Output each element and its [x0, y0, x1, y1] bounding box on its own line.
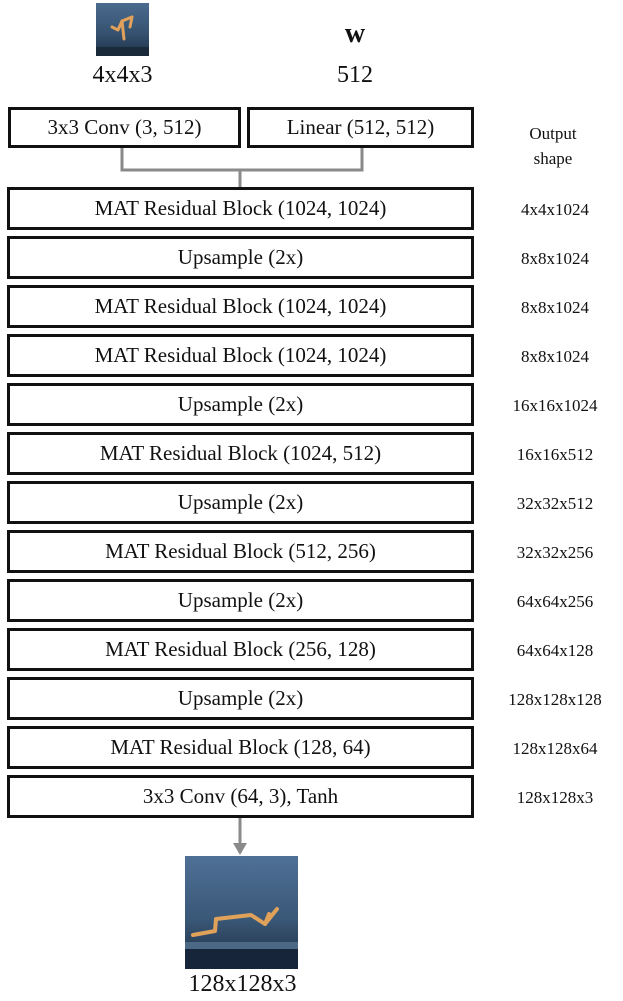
layer-13-output-shape: 128x128x3	[516, 788, 594, 807]
merge-connector	[122, 148, 362, 170]
layer-10-output-shape: 64x64x128	[516, 641, 594, 660]
layer-9	[7, 579, 474, 622]
latent-w-dim: 512	[337, 62, 373, 88]
layer-11	[7, 677, 474, 720]
layer-5-output-shape: 16x16x1024	[512, 396, 598, 415]
layer-2	[7, 236, 474, 279]
output-shape-header-line2: shape	[533, 149, 573, 168]
conv-input-layer-label: 3x3 Conv (3, 512)	[47, 115, 202, 139]
layer-5	[7, 383, 474, 426]
layer-3	[7, 285, 474, 328]
layer-10	[7, 628, 474, 671]
output-image-thumbnail	[185, 856, 298, 969]
layer-6-output-shape: 16x16x512	[516, 445, 594, 464]
layer-12	[7, 726, 474, 769]
layer-6-label: MAT Residual Block (1024, 512)	[99, 441, 382, 465]
layer-7	[7, 481, 474, 524]
layer-12-label: MAT Residual Block (128, 64)	[110, 735, 371, 759]
layer-13-label: 3x3 Conv (64, 3), Tanh	[142, 784, 339, 808]
layer-7-label: Upsample (2x)	[177, 490, 304, 514]
output-shape-header-line1: Output	[529, 124, 577, 143]
output-arrowhead	[233, 843, 247, 855]
layer-13	[7, 775, 474, 818]
layer-9-label: Upsample (2x)	[177, 588, 304, 612]
layer-8	[7, 530, 474, 573]
layer-6	[7, 432, 474, 475]
layer-8-output-shape: 32x32x256	[516, 543, 594, 562]
output-image-shape: 128x128x3	[188, 971, 297, 997]
layer-2-label: Upsample (2x)	[177, 245, 304, 269]
layer-9-output-shape: 64x64x256	[516, 592, 594, 611]
layer-7-output-shape: 32x32x512	[516, 494, 594, 513]
layer-4	[7, 334, 474, 377]
layer-3-output-shape: 8x8x1024	[521, 298, 589, 317]
input-image-shape: 4x4x3	[92, 62, 153, 88]
layer-11-output-shape: 128x128x128	[508, 690, 602, 709]
latent-w-symbol: w	[344, 18, 366, 49]
layer-12-output-shape: 128x128x64	[512, 739, 598, 758]
layer-2-output-shape: 8x8x1024	[521, 249, 589, 268]
layer-1-output-shape: 4x4x1024	[521, 200, 589, 219]
layer-3-label: MAT Residual Block (1024, 1024)	[94, 294, 387, 318]
layer-10-label: MAT Residual Block (256, 128)	[105, 637, 376, 661]
layer-5-label: Upsample (2x)	[177, 392, 304, 416]
layer-1	[7, 187, 474, 230]
layer-11-label: Upsample (2x)	[177, 686, 304, 710]
layer-4-output-shape: 8x8x1024	[521, 347, 589, 366]
linear-input-layer-label: Linear (512, 512)	[286, 115, 435, 139]
layer-8-label: MAT Residual Block (512, 256)	[105, 539, 376, 563]
layer-4-label: MAT Residual Block (1024, 1024)	[94, 343, 387, 367]
layer-1-label: MAT Residual Block (1024, 1024)	[94, 196, 387, 220]
